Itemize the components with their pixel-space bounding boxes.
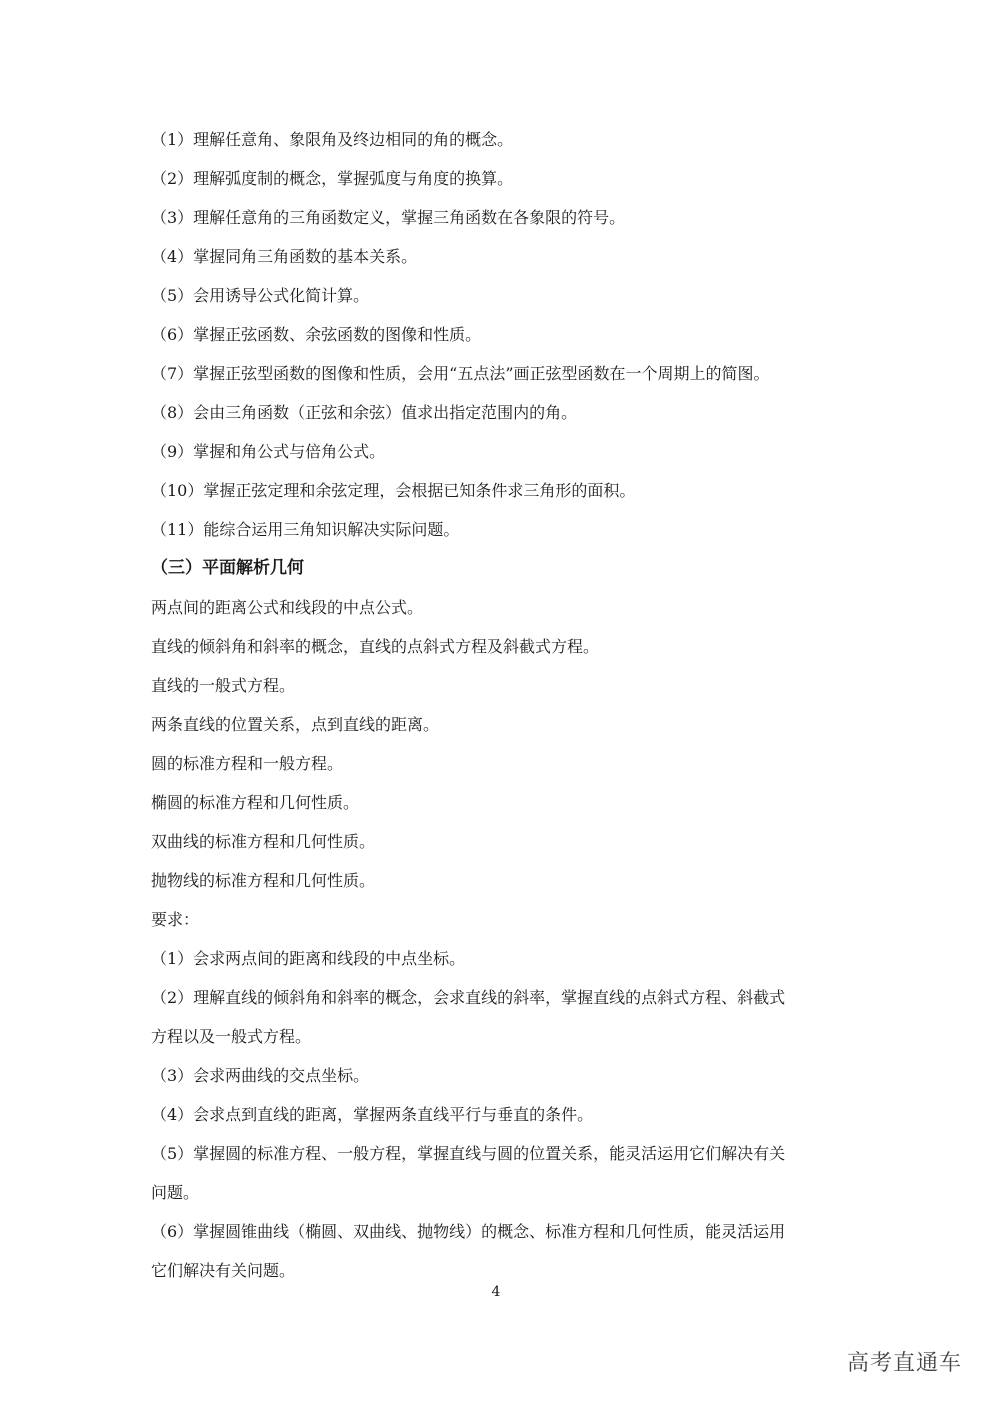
trig-requirement-1: （1）理解任意角、象限角及终边相同的角的概念。	[151, 130, 514, 149]
requirements-label: 要求：	[151, 910, 200, 929]
trig-requirement-11: （11）能综合运用三角知识解决实际问题。	[151, 520, 460, 539]
geo-requirement-4: （4）会求点到直线的距离，掌握两条直线平行与垂直的条件。	[151, 1105, 594, 1124]
topic-item: 直线的倾斜角和斜率的概念，直线的点斜式方程及斜截式方程。	[151, 637, 600, 656]
topic-item: 双曲线的标准方程和几何性质。	[151, 832, 376, 851]
trig-requirement-8: （8）会由三角函数（正弦和余弦）值求出指定范围内的角。	[151, 403, 578, 422]
section-heading: （三）平面解析几何	[151, 558, 304, 578]
page-number: 4	[491, 1284, 501, 1300]
trig-requirement-10: （10）掌握正弦定理和余弦定理，会根据已知条件求三角形的面积。	[151, 481, 636, 500]
topic-item: 直线的一般式方程。	[151, 676, 296, 695]
trig-requirement-6: （6）掌握正弦函数、余弦函数的图像和性质。	[151, 325, 482, 344]
trig-requirement-9: （9）掌握和角公式与倍角公式。	[151, 442, 386, 461]
geo-requirement-5-cont: 问题。	[151, 1183, 200, 1202]
topic-item: 圆的标准方程和一般方程。	[151, 754, 344, 773]
geo-requirement-6-cont: 它们解决有关问题。	[151, 1261, 296, 1280]
watermark-text: 高考直通车	[846, 1351, 962, 1376]
geo-requirement-2: （2）理解直线的倾斜角和斜率的概念，会求直线的斜率，掌握直线的点斜式方程、斜截式	[151, 988, 786, 1007]
geo-requirement-6: （6）掌握圆锥曲线（椭圆、双曲线、抛物线）的概念、标准方程和几何性质，能灵活运用	[151, 1222, 786, 1241]
topic-item: 抛物线的标准方程和几何性质。	[151, 871, 376, 890]
trig-requirement-5: （5）会用诱导公式化简计算。	[151, 286, 370, 305]
topic-item: 两点间的距离公式和线段的中点公式。	[151, 598, 424, 617]
trig-requirement-3: （3）理解任意角的三角函数定义，掌握三角函数在各象限的符号。	[151, 208, 626, 227]
trig-requirement-2: （2）理解弧度制的概念，掌握弧度与角度的换算。	[151, 169, 514, 188]
topic-item: 椭圆的标准方程和几何性质。	[151, 793, 360, 812]
geo-requirement-1: （1）会求两点间的距离和线段的中点坐标。	[151, 949, 466, 968]
trig-requirement-7: （7）掌握正弦型函数的图像和性质，会用“五点法”画正弦型函数在一个周期上的简图。	[151, 364, 770, 383]
geo-requirement-2-cont: 方程以及一般式方程。	[151, 1027, 312, 1046]
geo-requirement-3: （3）会求两曲线的交点坐标。	[151, 1066, 370, 1085]
geo-requirement-5: （5）掌握圆的标准方程、一般方程，掌握直线与圆的位置关系，能灵活运用它们解决有关	[151, 1144, 786, 1163]
topic-item: 两条直线的位置关系，点到直线的距离。	[151, 715, 440, 734]
trig-requirement-4: （4）掌握同角三角函数的基本关系。	[151, 247, 418, 266]
